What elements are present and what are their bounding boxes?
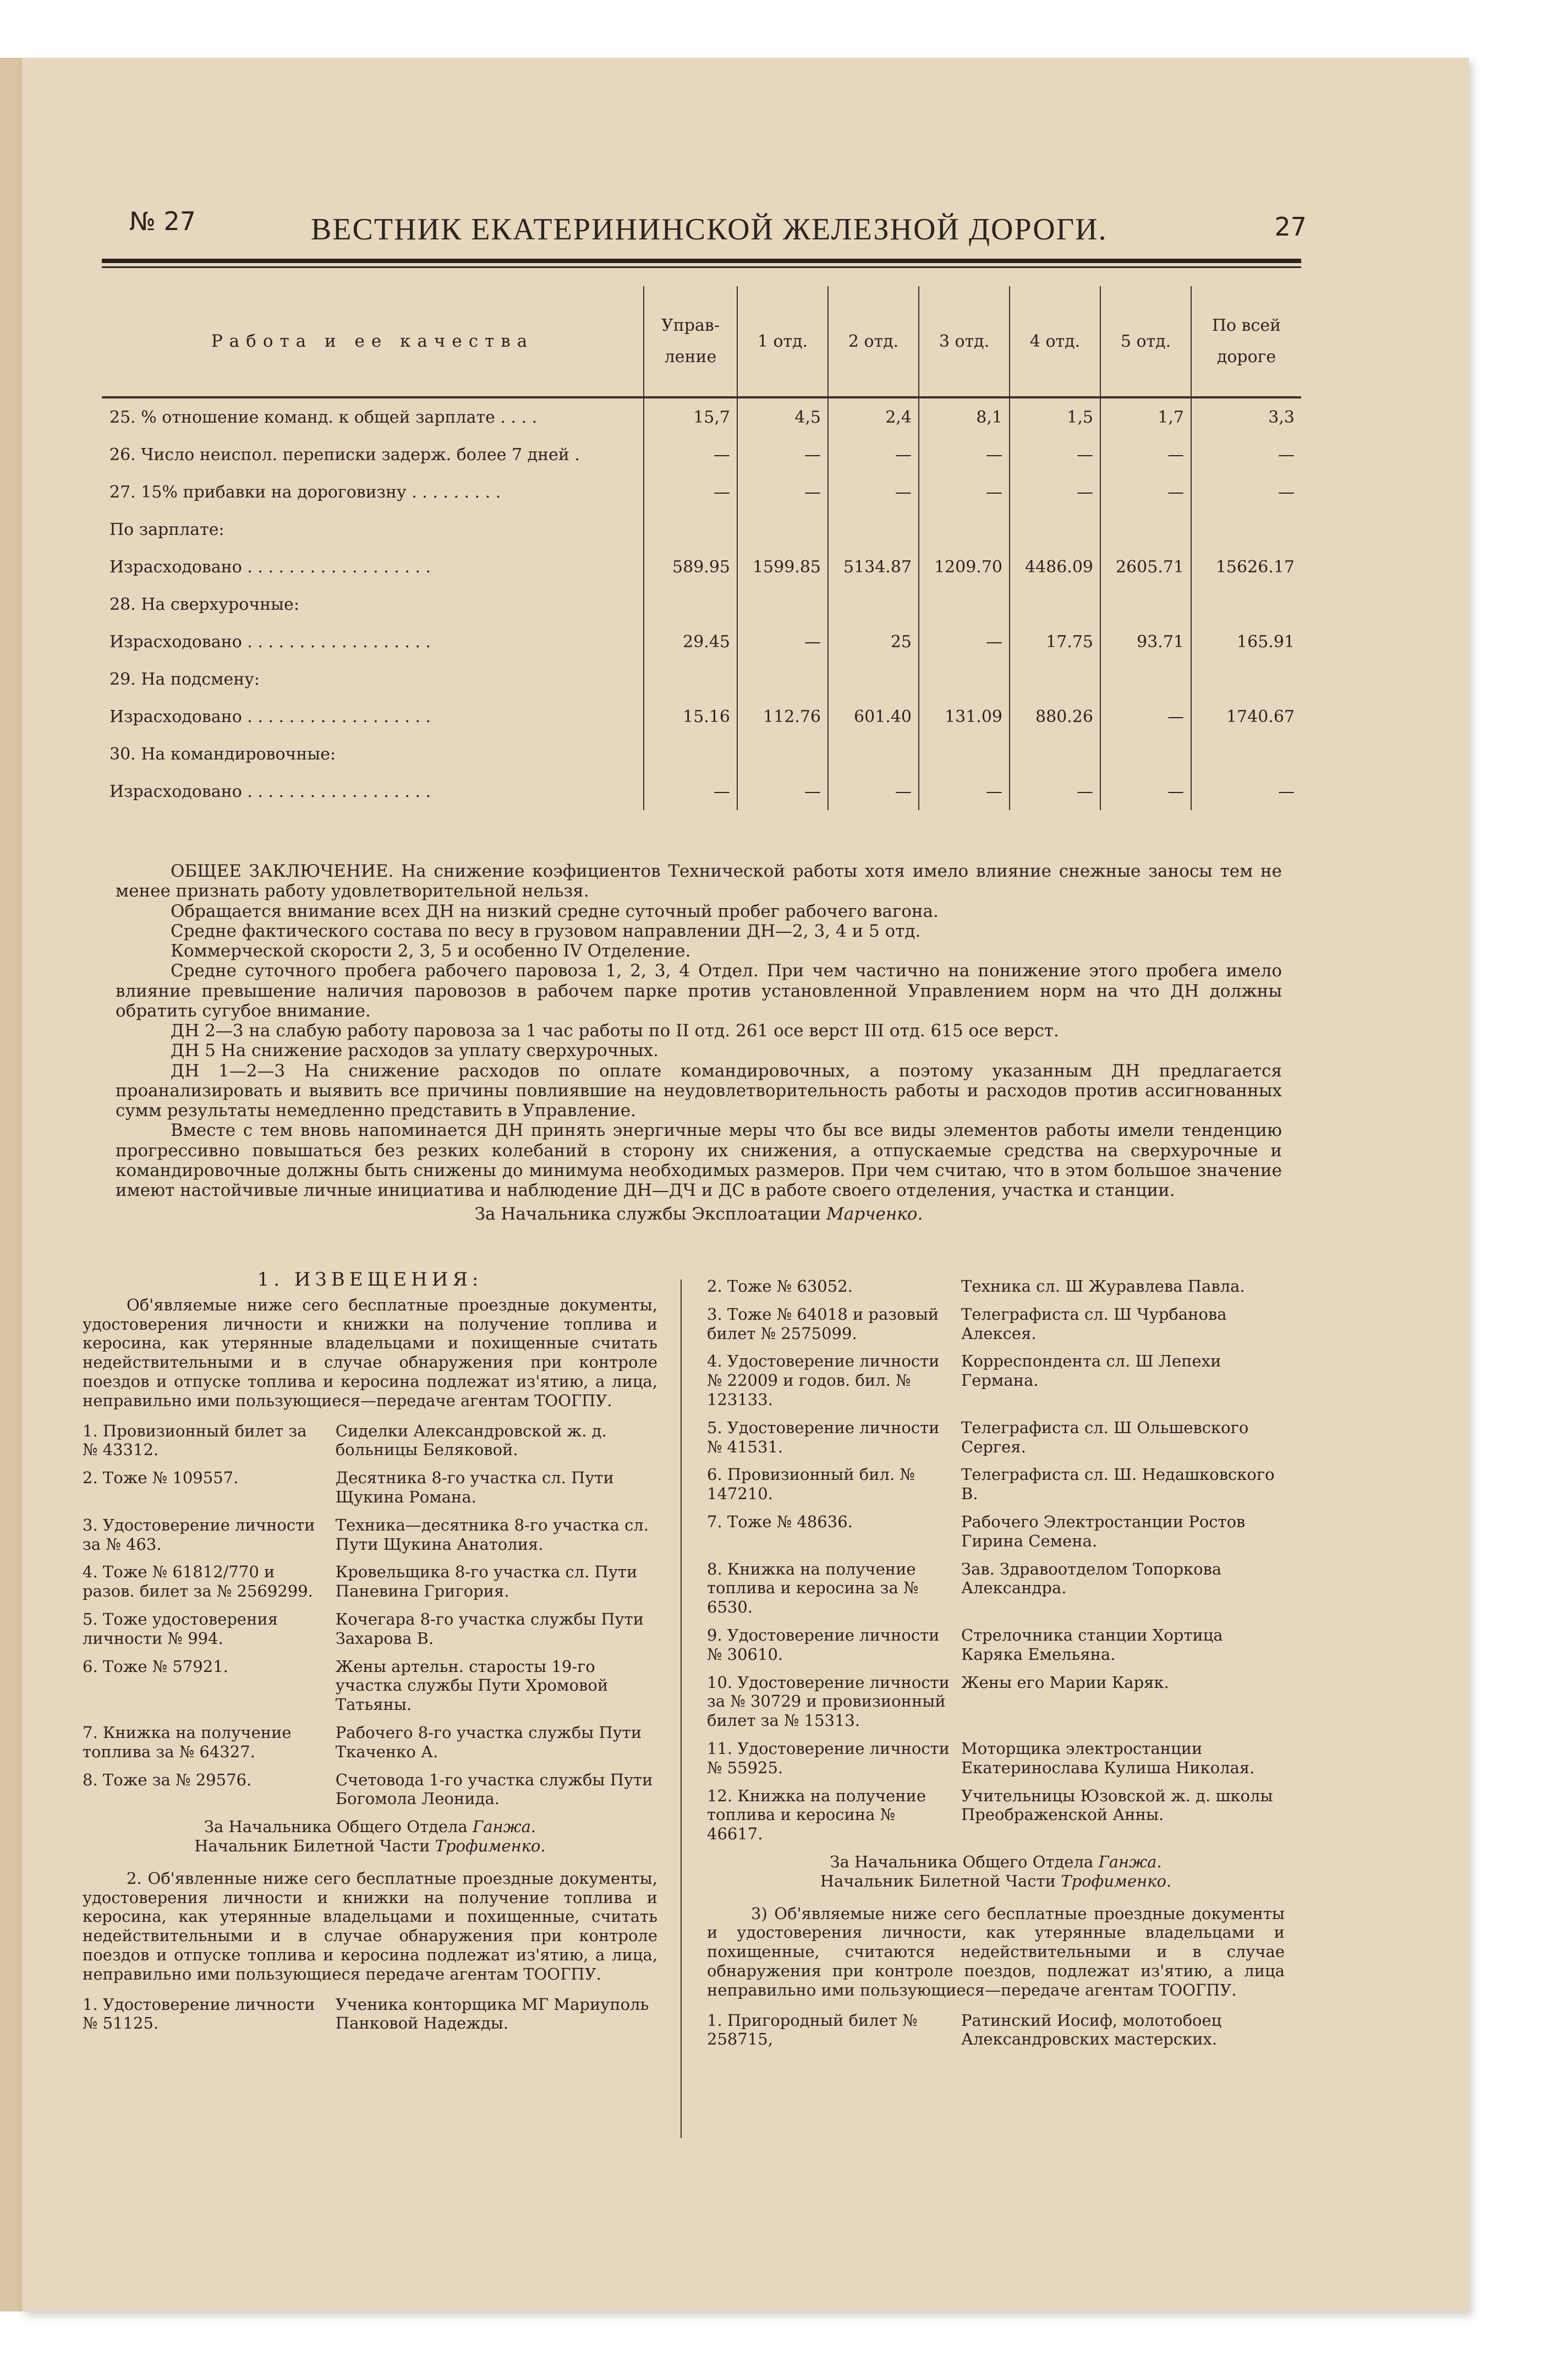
- table-cell: —: [737, 773, 828, 810]
- table-cell: [1191, 660, 1301, 698]
- conclusion-paragraph: Средне суточного пробега рабочего паровоза 1, 2, 3, 4 Отдел. При чем частично на понижение этого пробега имело влияние превышение наличия паровозов в рабочем парке против установленной Управлением норм на что ДН должны обратить сугубое внимание.: [116, 961, 1282, 1021]
- list-item: [707, 2011, 1285, 2049]
- signature-name: Марченко.: [826, 1204, 923, 1224]
- list-item: [707, 1739, 1285, 1778]
- list-item: [707, 1560, 1285, 1617]
- table-cell: [919, 660, 1010, 698]
- document-owner: Стрелочника станции Хортица Каряка Емельяна.: [961, 1625, 1223, 1664]
- document-owner: Рабочего 8-го участка службы Пути Ткаченко А.: [335, 1723, 642, 1761]
- list-item: [707, 1465, 1285, 1504]
- table-row: [102, 436, 1301, 473]
- list-item: [83, 1657, 657, 1714]
- signature-title: За Начальника Общего Отдела: [204, 1817, 468, 1837]
- table-cell: —: [644, 473, 737, 511]
- document-description: 2. Тоже № 109557.: [83, 1468, 239, 1488]
- document-owner: Счетовода 1-го участка службы Пути Богомола Леонида.: [335, 1770, 653, 1808]
- row-label: По зарплате:: [109, 520, 224, 539]
- document-description: 7. Тоже № 48636.: [707, 1512, 853, 1531]
- document-owner: Жены артельн. старосты 19-го участка службы Пути Хромовой Татьяны.: [335, 1657, 608, 1714]
- row-label: 28. На сверхурочные:: [109, 594, 299, 614]
- table-cell: [1191, 586, 1301, 623]
- table-cell: —: [919, 436, 1010, 473]
- signature-title: Начальник Билетной Части: [820, 1871, 1056, 1890]
- document-owner: Телеграфиста сл. Ш. Недашковского В.: [961, 1465, 1275, 1504]
- document-owner: Техника—десятника 8-го участка сл. Пути Щукина Анатолия.: [335, 1515, 649, 1554]
- newspaper-title: ВЕСТНИК ЕКАТЕРИНИНСКОЙ ЖЕЛЕЗНОЙ ДОРОГИ.: [311, 212, 1108, 247]
- table-cell: [1010, 586, 1100, 623]
- table-cell: —: [919, 773, 1010, 810]
- table-cell: —: [737, 473, 828, 511]
- table-cell: 5134.87: [828, 548, 919, 586]
- list-item: [707, 1277, 1285, 1296]
- document-description: 11. Удостоверение личности № 55925.: [707, 1739, 950, 1777]
- signature-title: За Начальника службы Эксплоатации: [474, 1204, 821, 1224]
- notice-signature: [83, 1817, 657, 1856]
- table-cell: [1191, 511, 1301, 548]
- table-cell: —: [737, 436, 828, 473]
- document-owner: Телеграфиста сл. Ш Чурбанова Алексея.: [961, 1304, 1227, 1343]
- row-label: 25. % отношение команд. к общей зарплате . . . .: [109, 407, 538, 427]
- table-cell: 165.91: [1191, 623, 1301, 660]
- signature-title: За Начальника Общего Отдела: [830, 1852, 1094, 1871]
- column-header: 2 отд.: [828, 286, 919, 397]
- table-cell: 17.75: [1010, 623, 1100, 660]
- table-cell: 4,5: [737, 397, 828, 436]
- document-description: 5. Тоже удостоверения личности № 994.: [83, 1609, 278, 1648]
- conclusion-paragraph: ОБЩЕЕ ЗАКЛЮЧЕНИЕ. На снижение коэфициентов Технической работы хотя имело влияние снежные заносы тем не менее признать работу удовлетворительной нельзя.: [116, 861, 1282, 901]
- conclusion-paragraph: Обращается внимание всех ДН на низкий средне суточный пробег рабочего вагона.: [171, 901, 939, 921]
- document-owner: Сиделки Александровской ж. д. больницы Беляковой.: [335, 1421, 607, 1460]
- table-cell: —: [644, 773, 737, 810]
- table-cell: —: [1191, 773, 1301, 810]
- conclusion-paragraph: Вместе с тем вновь напоминается ДН принять энергичные меры что бы все виды элементов работы имели тенденцию прогрессивно повышаться без резких колебаний в сторону их снижения, а отпускаемые средства на сверхурочные и командировочные должны быть снижены до минимума необходимых размеров. При чем считаю, что в этом большое значение имеют настойчивые личные инициатива и наблюдение ДН—ДЧ и ДС в работе своего отделения, участка и станции.: [116, 1121, 1282, 1201]
- table-cell: [1191, 735, 1301, 773]
- signature-title: Начальник Билетной Части: [194, 1836, 430, 1855]
- document-description: 3. Тоже № 64018 и разовый билет № 2575099.: [707, 1304, 939, 1343]
- table-cell: [737, 660, 828, 698]
- column-header: По всей дороге: [1191, 286, 1301, 397]
- table-cell: —: [1010, 473, 1100, 511]
- table-cell: —: [644, 436, 737, 473]
- notices-intro: 3) Об'являемые ниже сего бесплатные проездные документы и удостоверения личности, как утерянные владельцами и похищенные, считаются недействительными и в случае обнаружения при контроле поездов, подлежат из'ятию, а лица неправильно ими пользующиеся—передаче агентам ТООГПУ.: [707, 1904, 1285, 1999]
- table-cell: 4486.09: [1010, 548, 1100, 586]
- table-cell: [919, 586, 1010, 623]
- document-owner: Десятника 8-го участка сл. Пути Щукина Романа.: [335, 1468, 614, 1506]
- table-cell: 2605.71: [1100, 548, 1191, 586]
- document-owner: Техника сл. Ш Журавлева Павла.: [961, 1277, 1245, 1296]
- document-owner: Телеграфиста сл. Ш Ольшевского Сергея.: [961, 1418, 1249, 1456]
- table-cell: [1010, 735, 1100, 773]
- row-label: Израсходовано . . . . . . . . . . . . . . . . . .: [109, 781, 431, 801]
- table-cell: —: [1191, 436, 1301, 473]
- conclusion-paragraph: Коммерческой скорости 2, 3, 5 и особенно IV Отделение.: [171, 941, 691, 961]
- list-item: [83, 1562, 657, 1601]
- list-item: [707, 1418, 1285, 1457]
- table-row: [102, 473, 1301, 511]
- document-description: 1. Провизионный билет за № 43312.: [83, 1421, 307, 1460]
- notice-list: [83, 1422, 657, 1809]
- notice-list: [707, 1277, 1285, 1844]
- table-cell: 131.09: [919, 698, 1010, 735]
- table-cell: [919, 511, 1010, 548]
- table-cell: [737, 735, 828, 773]
- signature-name: Трофименко.: [435, 1836, 546, 1855]
- table-cell: 2,4: [828, 397, 919, 436]
- table-cell: 112.76: [737, 698, 828, 735]
- column-header: 3 отд.: [919, 286, 1010, 397]
- row-label: Израсходовано . . . . . . . . . . . . . . . . . .: [109, 707, 431, 726]
- table-cell: —: [1100, 773, 1191, 810]
- issue-number: № 27: [129, 206, 196, 236]
- column-header: 5 отд.: [1100, 286, 1191, 397]
- table-cell: 1599.85: [737, 548, 828, 586]
- list-item: [83, 1422, 657, 1460]
- notices-right-column: [707, 1277, 1285, 2058]
- general-conclusion: [116, 861, 1282, 1224]
- document-owner: Кровельщика 8-го участка сл. Пути Паневина Григория.: [335, 1562, 638, 1601]
- table-cell: [828, 660, 919, 698]
- document-description: 4. Удостоверение личности № 22009 и годов. бил. № 123133.: [707, 1352, 940, 1409]
- header-rule: [102, 259, 1301, 263]
- table-cell: [919, 735, 1010, 773]
- document-owner: Ратинский Иосиф, молотобоец Александровских мастерских.: [961, 2010, 1222, 2049]
- table-row: [102, 511, 1301, 548]
- table-cell: [737, 586, 828, 623]
- table-cell: 589.95: [644, 548, 737, 586]
- notices-intro: 2. Об'явленные ниже сего бесплатные проездные документы, удостоверения личности и книжки на получение топлива и керосина, как утерянные владельцами и похищенные, считать недействительными и в случае обнаружения при контроле поездов и отпуске топлива и керосина подлежат из'ятию, а лица, неправильно ими пользующиеся передаче агентам ТООГПУ.: [83, 1868, 657, 1983]
- row-label: 27. 15% прибавки на дороговизну . . . . . . . . .: [109, 482, 501, 502]
- list-item: [83, 1770, 657, 1809]
- table-cell: [644, 511, 737, 548]
- list-item: [83, 1468, 657, 1507]
- table-cell: 15,7: [644, 397, 737, 436]
- document-description: 2. Тоже № 63052.: [707, 1277, 853, 1296]
- column-header: Работа и ее качества: [102, 286, 644, 397]
- signature-name: Ганжа.: [1098, 1852, 1162, 1871]
- table-cell: —: [828, 773, 919, 810]
- list-item: [83, 1995, 657, 2034]
- document-description: 7. Книжка на получение топлива за № 64327.: [83, 1723, 292, 1761]
- table-cell: 25: [828, 623, 919, 660]
- document-owner: Кочегара 8-го участка службы Пути Захарова В.: [335, 1609, 644, 1648]
- table-cell: [644, 735, 737, 773]
- row-label: Израсходовано . . . . . . . . . . . . . . . . . .: [109, 632, 431, 652]
- table-cell: [737, 511, 828, 548]
- table-row: [102, 735, 1301, 773]
- signature-name: Ганжа.: [473, 1817, 536, 1837]
- row-label: 30. На командировочные:: [109, 744, 336, 764]
- table-cell: 1,5: [1010, 397, 1100, 436]
- table-cell: [1010, 511, 1100, 548]
- document-description: 10. Удостоверение личности за № 30729 и провизионный билет за № 15313.: [707, 1673, 950, 1730]
- table-body: [102, 397, 1301, 810]
- signature-name: Трофименко.: [1061, 1871, 1172, 1890]
- work-quality-table: [102, 286, 1301, 810]
- table-cell: —: [1191, 473, 1301, 511]
- table-cell: —: [828, 436, 919, 473]
- row-label: 26. Число неиспол. переписки задерж. более 7 дней .: [109, 445, 580, 464]
- row-label: 29. На подсмену:: [109, 669, 260, 689]
- table-cell: 1209.70: [919, 548, 1010, 586]
- table-cell: —: [1010, 436, 1100, 473]
- table-cell: —: [1100, 473, 1191, 511]
- table-header-row: [102, 286, 1301, 397]
- table-cell: 15626.17: [1191, 548, 1301, 586]
- table-cell: [1100, 735, 1191, 773]
- table-row: [102, 397, 1301, 436]
- page-edge: [0, 58, 22, 2311]
- table-cell: 93.71: [1100, 623, 1191, 660]
- document-description: 5. Удостоверение личности № 41531.: [707, 1418, 940, 1456]
- table-cell: 880.26: [1010, 698, 1100, 735]
- document-description: 8. Книжка на получение топлива и керосина за № 6530.: [707, 1559, 919, 1617]
- table-cell: 1740.67: [1191, 698, 1301, 735]
- conclusion-paragraph: ДН 2—3 на слабую работу паровоза за 1 час работы по II отд. 261 осе верст III отд. 615 осе верст.: [171, 1021, 1059, 1041]
- column-divider: [681, 1280, 682, 2138]
- table-row: [102, 773, 1301, 810]
- table-cell: 15.16: [644, 698, 737, 735]
- notice-signature: [707, 1852, 1285, 1891]
- page-header: [129, 206, 1307, 267]
- table-cell: [828, 511, 919, 548]
- list-item: [83, 1610, 657, 1648]
- document-description: 1. Удостоверение личности № 51125.: [83, 1994, 315, 2033]
- table-row: [102, 698, 1301, 735]
- document-owner: Рабочего Электростанции Ростов Гирина Семена.: [961, 1512, 1246, 1550]
- table-cell: 8,1: [919, 397, 1010, 436]
- column-header: 4 отд.: [1010, 286, 1100, 397]
- table-row: [102, 660, 1301, 698]
- notice-list: [707, 2011, 1285, 2049]
- list-item: [707, 1352, 1285, 1409]
- table-cell: —: [1010, 773, 1100, 810]
- document-owner: Жены его Марии Каряк.: [961, 1673, 1169, 1692]
- document-owner: Учительницы Юзовской ж. д. школы Преображенской Анны.: [961, 1786, 1273, 1824]
- document-description: 9. Удостоверение личности № 30610.: [707, 1625, 940, 1664]
- document-description: 12. Книжка на получение топлива и керосина № 46617.: [707, 1786, 926, 1844]
- table-cell: 601.40: [828, 698, 919, 735]
- table-row: [102, 586, 1301, 623]
- table-cell: [1010, 660, 1100, 698]
- notice-list: [83, 1995, 657, 2034]
- list-item: [707, 1786, 1285, 1844]
- column-header: Управ-ление: [644, 286, 737, 397]
- table-cell: 29.45: [644, 623, 737, 660]
- table-cell: [828, 735, 919, 773]
- table-cell: —: [1100, 698, 1191, 735]
- document-description: 3. Удостоверение личности за № 463.: [83, 1515, 315, 1554]
- conclusion-paragraph: Средне фактического состава по весу в грузовом направлении ДН—2, 3, 4 и 5 отд.: [171, 921, 921, 941]
- list-item: [707, 1673, 1285, 1730]
- document-description: 6. Провизионный бил. № 147210.: [707, 1465, 915, 1504]
- column-header: 1 отд.: [737, 286, 828, 397]
- table-cell: 3,3: [1191, 397, 1301, 436]
- document-owner: Ученика конторщика МГ Мариуполь Панковой Надежды.: [335, 1994, 649, 2033]
- table-cell: [1100, 660, 1191, 698]
- table-cell: [644, 660, 737, 698]
- list-item: [707, 1512, 1285, 1551]
- conclusion-signature: [116, 1204, 1282, 1224]
- list-item: [83, 1516, 657, 1554]
- notices-left-column: [83, 1269, 657, 2042]
- table-cell: —: [828, 473, 919, 511]
- document-description: 1. Пригородный билет № 258715,: [707, 2010, 918, 2049]
- document-description: 6. Тоже № 57921.: [83, 1657, 228, 1676]
- row-label: Израсходовано . . . . . . . . . . . . . . . . . .: [109, 557, 431, 577]
- document-description: 4. Тоже № 61812/770 и разов. билет за № 2569299.: [83, 1562, 313, 1601]
- document-owner: Корреспондента сл. Ш Лепехи Германа.: [961, 1352, 1221, 1390]
- notices-heading: 1. ИЗВЕЩЕНИЯ:: [257, 1269, 483, 1291]
- page-number: 27: [1274, 212, 1307, 242]
- document-owner: Зав. Здравоотделом Топоркова Александра.: [961, 1559, 1222, 1598]
- table-cell: [644, 586, 737, 623]
- document-description: 8. Тоже за № 29576.: [83, 1770, 252, 1789]
- table-cell: [1100, 586, 1191, 623]
- table-cell: —: [919, 473, 1010, 511]
- table-row: [102, 623, 1301, 660]
- document-owner: Моторщика электростанции Екатеринослава Кулиша Николая.: [961, 1739, 1255, 1777]
- table-row: [102, 548, 1301, 586]
- table-cell: 1,7: [1100, 397, 1191, 436]
- conclusion-paragraph: ДН 1—2—3 На снижение расходов по оплате командировочных, а поэтому указанным ДН предлагается проанализировать и выявить все причины повлиявшие на неудовлетворительность работы и расходов против ассигнованных сумм результаты немедленно представить в Управление.: [116, 1061, 1282, 1121]
- list-item: [707, 1305, 1285, 1343]
- list-item: [707, 1626, 1285, 1664]
- table-cell: —: [919, 623, 1010, 660]
- notices-intro: Об'являемые ниже сего бесплатные проездные документы, удостоверения личности и книжки на получение топлива и керосина, как утерянные владельцами и похищенные считать недействительными и в случае обнаружения при контроле поездов и отпуске топлива и керосина подлежат из'ятию, а лица, неправильно ими пользующиеся—передаче агентам ТООГПУ.: [83, 1295, 657, 1410]
- header-rule-thin: [102, 266, 1301, 268]
- conclusion-paragraph: ДН 5 На снижение расходов за уплату сверхурочных.: [171, 1041, 659, 1061]
- table-cell: [828, 586, 919, 623]
- table-cell: —: [737, 623, 828, 660]
- table-cell: —: [1100, 436, 1191, 473]
- list-item: [83, 1723, 657, 1762]
- table-cell: [1100, 511, 1191, 548]
